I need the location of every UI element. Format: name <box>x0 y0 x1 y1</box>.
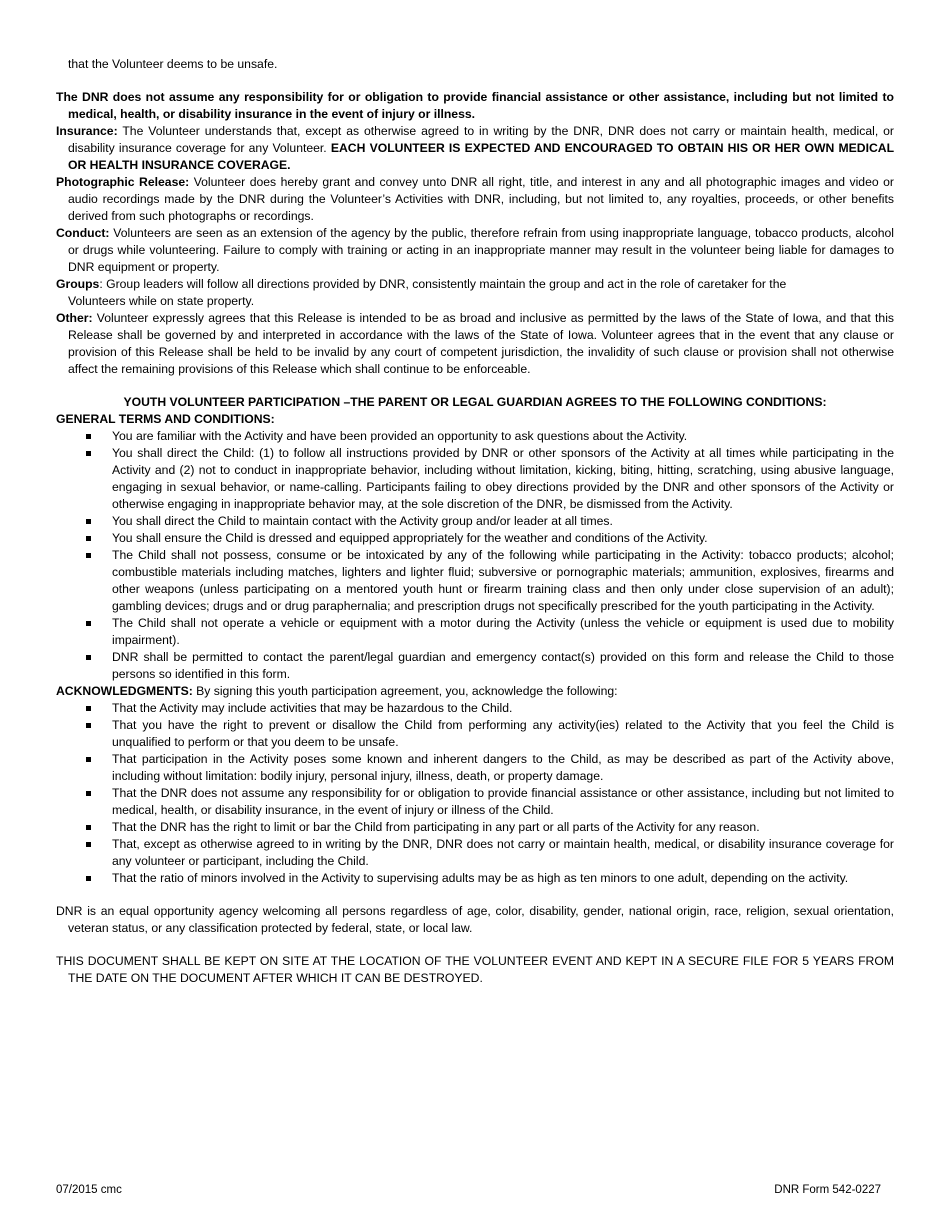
list-item <box>56 700 894 717</box>
list-item-text: DNR shall be permitted to contact the parent/legal guardian and emergency contact(s) provided on this form and release the Child to those persons so identified in this form. <box>112 650 894 681</box>
bullet-icon <box>86 757 91 762</box>
list-item <box>56 717 894 751</box>
youth-participation-heading: YOUTH VOLUNTEER PARTICIPATION –THE PARENT OR LEGAL GUARDIAN AGREES TO THE FOLLOWING CONDITIONS: <box>123 395 827 409</box>
footer-date-code: 07/2015 cmc <box>56 1184 122 1196</box>
continued-line: that the Volunteer deems to be unsafe. <box>68 57 278 71</box>
footer-form-number: DNR Form 542-0227 <box>774 1184 881 1196</box>
list-item <box>56 445 894 513</box>
list-item <box>56 428 894 445</box>
other-text: Volunteer expressly agrees that this Release is intended to be as broad and inclusive as permitted by the laws of the State of Iowa, and that this Release shall be governed by and interpreted in accordance with the laws of the State of Iowa. Volunteer agrees that in the event that any clause or provision of this Release shall be held to be invalid by any court of competent jurisdiction, the invalidity of such clause or provision shall not otherwise affect the remaining provisions of this Release which shall continue to be enforceable. <box>68 311 894 376</box>
other-clause <box>56 310 894 378</box>
list-item-text: That the Activity may include activities that may be hazardous to the Child. <box>112 701 513 715</box>
bullet-icon <box>86 519 91 524</box>
list-item-text: You are familiar with the Activity and have been provided an opportunity to ask questions about the Activity. <box>112 429 688 443</box>
bullet-icon <box>86 434 91 439</box>
insurance-clause <box>56 123 894 174</box>
acknowledgments-label: ACKNOWLEDGMENTS: <box>56 684 193 698</box>
list-item-text: That, except as otherwise agreed to in writing by the DNR, DNR does not carry or maintain health, medical, or disability insurance coverage for any volunteer or participant, including the Child. <box>112 837 894 868</box>
groups-label: Groups <box>56 277 100 291</box>
bullet-icon <box>86 655 91 660</box>
bullet-icon <box>86 621 91 626</box>
list-item-text: You shall direct the Child to maintain contact with the Activity group and/or leader at all times. <box>112 514 613 528</box>
list-item <box>56 547 894 615</box>
list-item-text: That you have the right to prevent or disallow the Child from performing any activity(ies) related to the Activity that you feel the Child is unqualified to perform or that you deem to be unsafe. <box>112 718 894 749</box>
groups-text-continued: Volunteers while on state property. <box>68 294 255 308</box>
list-item <box>56 819 894 836</box>
photographic-release-clause <box>56 174 894 225</box>
bullet-icon <box>86 876 91 881</box>
list-item-text: You shall direct the Child: (1) to follow all instructions provided by DNR or other sponsors of the Activity at all times while participating in the Activity and (2) not to conduct in inappropriate behavior, including without limitation, kicking, biting, hitting, scratching, using abusive language, engaging in sexual behavior, or name-calling. Participants failing to obey directions provided by the DNR and other sponsors of the Activity or otherwise engaging in inappropriate behavior may, at the sole discretion of the DNR, be dismissed from the Activity. <box>112 446 894 511</box>
retention-notice: THIS DOCUMENT SHALL BE KEPT ON SITE AT THE LOCATION OF THE VOLUNTEER EVENT AND KEPT IN A SECURE FILE FOR 5 YEARS FROM THE DATE ON THE DOCUMENT AFTER WHICH IT CAN BE DESTROYED. <box>56 954 894 985</box>
groups-clause <box>56 276 894 310</box>
bullet-icon <box>86 723 91 728</box>
conduct-label: Conduct: <box>56 226 110 240</box>
general-terms-heading: GENERAL TERMS AND CONDITIONS: <box>56 412 275 426</box>
list-item <box>56 870 894 887</box>
list-item-text: That the ratio of minors involved in the Activity to supervising adults may be as high as ten minors to one adult, depending on the activity. <box>112 871 849 885</box>
list-item <box>56 785 894 819</box>
groups-text: : Group leaders will follow all directions provided by DNR, consistently maintain the group and act in the role of caretaker for the <box>99 277 787 291</box>
dnr-responsibility-clause: The DNR does not assume any responsibility for or obligation to provide financial assistance or other assistance, including but not limited to medical, health, or disability insurance in the event of injury or illness. <box>56 90 894 121</box>
other-label: Other: <box>56 311 93 325</box>
acknowledgments-intro <box>56 683 894 700</box>
bullet-icon <box>86 825 91 830</box>
bullet-icon <box>86 791 91 796</box>
list-item-text: That the DNR does not assume any responsibility for or obligation to provide financial assistance or other assistance, including but not limited to medical, health, or disability insurance, in the event of injury or illness of the Child. <box>112 786 894 817</box>
list-item <box>56 530 894 547</box>
list-item <box>56 513 894 530</box>
insurance-emphasis: EACH VOLUNTEER IS EXPECTED AND ENCOURAGED TO OBTAIN HIS OR HER OWN MEDICAL OR HEALTH INSURANCE COVERAGE. <box>68 141 895 172</box>
photographic-release-text: Volunteer does hereby grant and convey unto DNR all right, title, and interest in any and all photographic images and video or audio recordings made by the DNR during the Volunteer’s Activities with DNR, including, but not limited to, any royalties, proceeds, or other benefits derived from such photographs or recordings. <box>68 175 894 223</box>
acknowledgments-text: By signing this youth participation agreement, you, acknowledge the following: <box>192 684 618 698</box>
conduct-clause <box>56 225 894 276</box>
list-item <box>56 649 894 683</box>
list-item <box>56 615 894 649</box>
photographic-release-label: Photographic Release: <box>56 175 190 189</box>
list-item-text: The Child shall not operate a vehicle or equipment with a motor during the Activity (unless the vehicle or equipment is used due to mobility impairment). <box>112 616 894 647</box>
acknowledgments-list <box>56 700 894 887</box>
bullet-icon <box>86 553 91 558</box>
equal-opportunity-statement: DNR is an equal opportunity agency welcoming all persons regardless of age, color, disability, gender, national origin, race, religion, sexual orientation, veteran status, or any classification protected by federal, state, or local law. <box>56 904 894 935</box>
list-item <box>56 836 894 870</box>
insurance-text: The Volunteer understands that, except as otherwise agreed to in writing by the DNR, DNR does not carry or maintain health, medical, or disability insurance coverage for any Volunteer. <box>68 124 894 155</box>
bullet-icon <box>86 536 91 541</box>
list-item-text: You shall ensure the Child is dressed and equipped appropriately for the weather and conditions of the Activity. <box>112 531 708 545</box>
list-item-text: That the DNR has the right to limit or bar the Child from participating in any part or all parts of the Activity for any reason. <box>112 820 760 834</box>
list-item <box>56 751 894 785</box>
list-item-text: That participation in the Activity poses some known and inherent dangers to the Child, as may be described as part of the Activity above, including without limitation: bodily injury, personal injury, illness, death, or property damage. <box>112 752 894 783</box>
general-terms-list <box>56 428 894 683</box>
bullet-icon <box>86 706 91 711</box>
insurance-label: Insurance: <box>56 124 118 138</box>
conduct-text: Volunteers are seen as an extension of the agency by the public, therefore refrain from using inappropriate language, tobacco products, alcohol or drugs while volunteering. Failure to comply with training or acting in an inappropriate manner may result in the volunteer being liable for damages to DNR equipment or property. <box>68 226 894 274</box>
list-item-text: The Child shall not possess, consume or be intoxicated by any of the following while participating in the Activity: tobacco products; alcohol; combustible materials including matches, lighters and lighter fluid; subversive or pornographic materials; ammunition, explosives, firearms and other weapons (unless participating on a mentored youth hunt or firearm training class and then only under close supervision of an adult); gambling devices; drugs and or drug paraphernalia; and prescription drugs not specifically prescribed for the youth participating in the Activity. <box>112 548 894 613</box>
bullet-icon <box>86 451 91 456</box>
bullet-icon <box>86 842 91 847</box>
document-page <box>56 56 894 987</box>
